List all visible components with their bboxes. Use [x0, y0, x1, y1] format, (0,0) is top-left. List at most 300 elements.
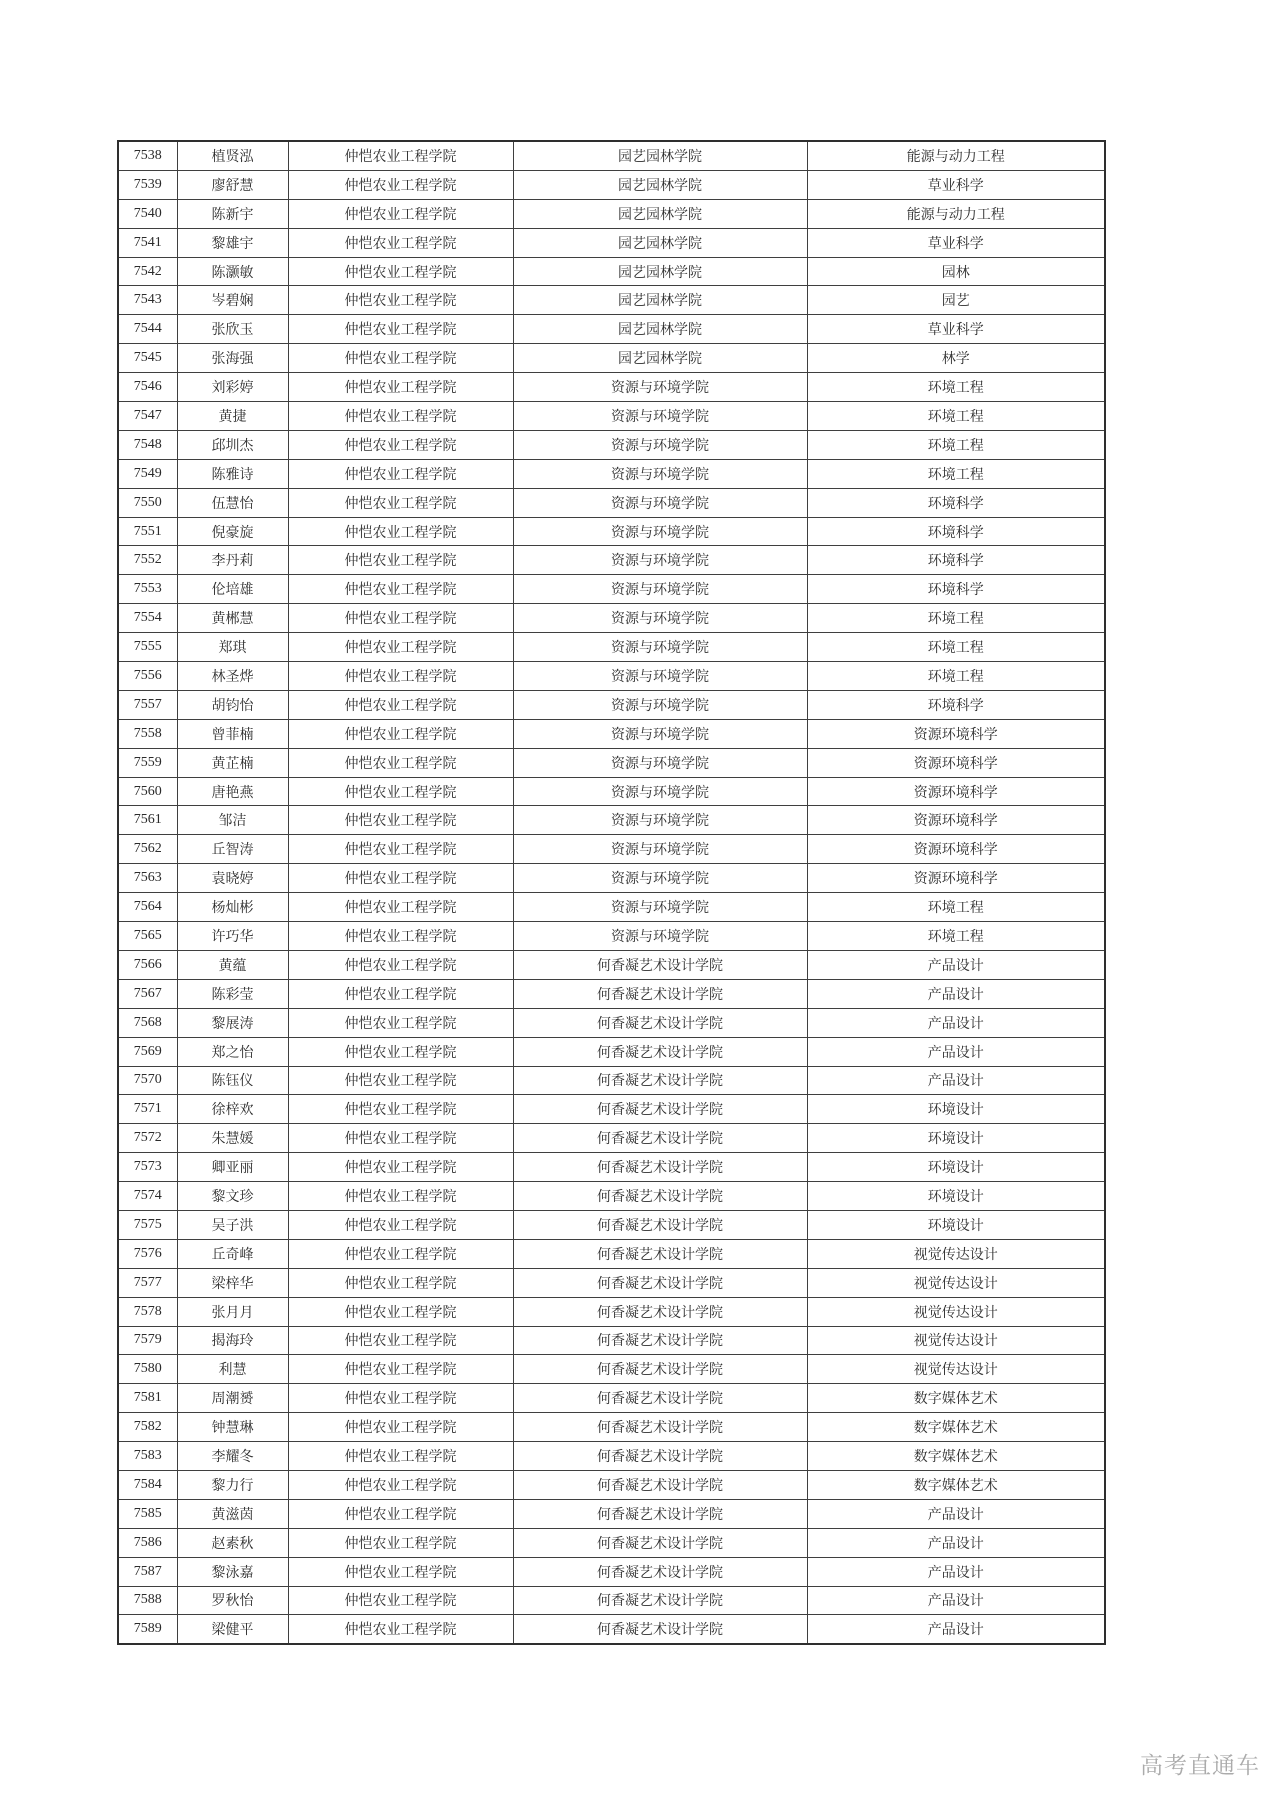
table-row: [118, 1326, 1105, 1355]
cell-university: 仲恺农业工程学院: [288, 1586, 513, 1615]
cell-major: 能源与动力工程: [807, 199, 1105, 228]
table-row: [118, 546, 1105, 575]
cell-id: 7572: [118, 1124, 177, 1153]
table-row: [118, 950, 1105, 979]
cell-college: 资源与环境学院: [513, 864, 807, 893]
table-row: [118, 402, 1105, 431]
table-row: [118, 1066, 1105, 1095]
cell-major: 资源环境科学: [807, 806, 1105, 835]
cell-university: 仲恺农业工程学院: [288, 575, 513, 604]
cell-id: 7552: [118, 546, 177, 575]
cell-id: 7575: [118, 1210, 177, 1239]
cell-college: 何香凝艺术设计学院: [513, 1615, 807, 1644]
cell-major: 资源环境科学: [807, 748, 1105, 777]
cell-name: 卿亚丽: [177, 1153, 288, 1182]
table-row: [118, 517, 1105, 546]
cell-name: 陈彩莹: [177, 979, 288, 1008]
table-row: [118, 806, 1105, 835]
cell-major: 视觉传达设计: [807, 1239, 1105, 1268]
cell-university: 仲恺农业工程学院: [288, 922, 513, 951]
cell-major: 产品设计: [807, 1528, 1105, 1557]
cell-university: 仲恺农业工程学院: [288, 979, 513, 1008]
cell-name: 陈新宇: [177, 199, 288, 228]
cell-college: 资源与环境学院: [513, 633, 807, 662]
cell-name: 郑琪: [177, 633, 288, 662]
cell-college: 资源与环境学院: [513, 719, 807, 748]
cell-university: 仲恺农业工程学院: [288, 1615, 513, 1644]
cell-name: 黎文珍: [177, 1182, 288, 1211]
cell-name: 黄蕴: [177, 950, 288, 979]
cell-major: 产品设计: [807, 1037, 1105, 1066]
cell-major: 视觉传达设计: [807, 1268, 1105, 1297]
table-row: [118, 1442, 1105, 1471]
cell-college: 何香凝艺术设计学院: [513, 1124, 807, 1153]
cell-id: 7544: [118, 315, 177, 344]
cell-name: 丘奇峰: [177, 1239, 288, 1268]
cell-major: 环境科学: [807, 575, 1105, 604]
cell-university: 仲恺农业工程学院: [288, 1413, 513, 1442]
cell-major: 草业科学: [807, 170, 1105, 199]
table-row: [118, 1470, 1105, 1499]
table-row: [118, 1182, 1105, 1211]
cell-university: 仲恺农业工程学院: [288, 141, 513, 170]
cell-college: 资源与环境学院: [513, 806, 807, 835]
table-row: [118, 777, 1105, 806]
cell-major: 能源与动力工程: [807, 141, 1105, 170]
cell-id: 7566: [118, 950, 177, 979]
table-row: [118, 604, 1105, 633]
table-row: [118, 633, 1105, 662]
cell-major: 数字媒体艺术: [807, 1413, 1105, 1442]
cell-name: 张月月: [177, 1297, 288, 1326]
table-row: [118, 315, 1105, 344]
cell-id: 7550: [118, 488, 177, 517]
cell-college: 园艺园林学院: [513, 344, 807, 373]
cell-name: 邱圳杰: [177, 430, 288, 459]
cell-name: 张欣玉: [177, 315, 288, 344]
cell-id: 7583: [118, 1442, 177, 1471]
cell-university: 仲恺农业工程学院: [288, 286, 513, 315]
table-row: [118, 228, 1105, 257]
cell-college: 何香凝艺术设计学院: [513, 1499, 807, 1528]
table-row: [118, 1297, 1105, 1326]
cell-university: 仲恺农业工程学院: [288, 1182, 513, 1211]
cell-college: 何香凝艺术设计学院: [513, 1557, 807, 1586]
cell-id: 7587: [118, 1557, 177, 1586]
cell-university: 仲恺农业工程学院: [288, 546, 513, 575]
table-row: [118, 1268, 1105, 1297]
cell-college: 何香凝艺术设计学院: [513, 1355, 807, 1384]
cell-id: 7562: [118, 835, 177, 864]
table-row: [118, 1037, 1105, 1066]
cell-id: 7538: [118, 141, 177, 170]
table-row: [118, 1124, 1105, 1153]
table-row: [118, 141, 1105, 170]
cell-college: 资源与环境学院: [513, 662, 807, 691]
cell-major: 视觉传达设计: [807, 1297, 1105, 1326]
cell-id: 7567: [118, 979, 177, 1008]
cell-name: 曾菲楠: [177, 719, 288, 748]
cell-name: 黄捷: [177, 402, 288, 431]
cell-id: 7551: [118, 517, 177, 546]
cell-name: 黄芷楠: [177, 748, 288, 777]
table-row: [118, 662, 1105, 691]
cell-college: 园艺园林学院: [513, 315, 807, 344]
cell-college: 资源与环境学院: [513, 690, 807, 719]
cell-university: 仲恺农业工程学院: [288, 1153, 513, 1182]
cell-college: 何香凝艺术设计学院: [513, 1095, 807, 1124]
cell-name: 黄郴慧: [177, 604, 288, 633]
cell-id: 7560: [118, 777, 177, 806]
cell-name: 林圣烨: [177, 662, 288, 691]
cell-name: 刘彩婷: [177, 373, 288, 402]
cell-college: 资源与环境学院: [513, 748, 807, 777]
cell-id: 7546: [118, 373, 177, 402]
cell-college: 资源与环境学院: [513, 893, 807, 922]
table-row: [118, 344, 1105, 373]
cell-university: 仲恺农业工程学院: [288, 835, 513, 864]
cell-name: 袁晓婷: [177, 864, 288, 893]
cell-id: 7577: [118, 1268, 177, 1297]
cell-id: 7581: [118, 1384, 177, 1413]
cell-major: 数字媒体艺术: [807, 1442, 1105, 1471]
cell-university: 仲恺农业工程学院: [288, 690, 513, 719]
cell-name: 岑碧娴: [177, 286, 288, 315]
cell-college: 何香凝艺术设计学院: [513, 1326, 807, 1355]
cell-major: 园林: [807, 257, 1105, 286]
cell-id: 7576: [118, 1239, 177, 1268]
cell-university: 仲恺农业工程学院: [288, 1008, 513, 1037]
cell-major: 产品设计: [807, 1557, 1105, 1586]
cell-college: 资源与环境学院: [513, 604, 807, 633]
cell-name: 罗秋怡: [177, 1586, 288, 1615]
cell-major: 环境科学: [807, 488, 1105, 517]
cell-major: 产品设计: [807, 1066, 1105, 1095]
cell-university: 仲恺农业工程学院: [288, 1210, 513, 1239]
cell-major: 环境科学: [807, 517, 1105, 546]
cell-college: 资源与环境学院: [513, 922, 807, 951]
cell-major: 草业科学: [807, 228, 1105, 257]
cell-college: 何香凝艺术设计学院: [513, 1268, 807, 1297]
roster-table: [117, 140, 1106, 1645]
cell-college: 何香凝艺术设计学院: [513, 1182, 807, 1211]
cell-name: 吴子洪: [177, 1210, 288, 1239]
cell-major: 产品设计: [807, 950, 1105, 979]
cell-major: 环境设计: [807, 1153, 1105, 1182]
table-row: [118, 286, 1105, 315]
table-row: [118, 1557, 1105, 1586]
cell-id: 7580: [118, 1355, 177, 1384]
cell-university: 仲恺农业工程学院: [288, 864, 513, 893]
cell-university: 仲恺农业工程学院: [288, 662, 513, 691]
cell-college: 何香凝艺术设计学院: [513, 1066, 807, 1095]
cell-name: 许巧华: [177, 922, 288, 951]
table-row: [118, 1095, 1105, 1124]
cell-name: 胡钧怡: [177, 690, 288, 719]
cell-university: 仲恺农业工程学院: [288, 1239, 513, 1268]
cell-major: 环境工程: [807, 604, 1105, 633]
cell-major: 环境工程: [807, 633, 1105, 662]
cell-id: 7549: [118, 459, 177, 488]
cell-id: 7553: [118, 575, 177, 604]
cell-university: 仲恺农业工程学院: [288, 228, 513, 257]
cell-name: 唐艳燕: [177, 777, 288, 806]
cell-college: 园艺园林学院: [513, 257, 807, 286]
cell-university: 仲恺农业工程学院: [288, 950, 513, 979]
cell-id: 7554: [118, 604, 177, 633]
cell-university: 仲恺农业工程学院: [288, 1557, 513, 1586]
cell-college: 何香凝艺术设计学院: [513, 1297, 807, 1326]
cell-major: 数字媒体艺术: [807, 1384, 1105, 1413]
cell-major: 环境科学: [807, 690, 1105, 719]
cell-college: 资源与环境学院: [513, 373, 807, 402]
cell-id: 7547: [118, 402, 177, 431]
table-row: [118, 690, 1105, 719]
table-row: [118, 430, 1105, 459]
cell-name: 李耀冬: [177, 1442, 288, 1471]
cell-name: 丘智涛: [177, 835, 288, 864]
cell-name: 梁健平: [177, 1615, 288, 1644]
cell-college: 何香凝艺术设计学院: [513, 1153, 807, 1182]
cell-college: 何香凝艺术设计学院: [513, 950, 807, 979]
cell-name: 伍慧怡: [177, 488, 288, 517]
table-row: [118, 922, 1105, 951]
cell-id: 7573: [118, 1153, 177, 1182]
cell-major: 环境设计: [807, 1095, 1105, 1124]
cell-university: 仲恺农业工程学院: [288, 1355, 513, 1384]
cell-university: 仲恺农业工程学院: [288, 1037, 513, 1066]
cell-college: 何香凝艺术设计学院: [513, 1528, 807, 1557]
cell-college: 何香凝艺术设计学院: [513, 1442, 807, 1471]
cell-name: 杨灿彬: [177, 893, 288, 922]
cell-id: 7582: [118, 1413, 177, 1442]
cell-id: 7564: [118, 893, 177, 922]
table-row: [118, 1615, 1105, 1644]
cell-college: 园艺园林学院: [513, 286, 807, 315]
cell-college: 何香凝艺术设计学院: [513, 1239, 807, 1268]
cell-name: 梁梓华: [177, 1268, 288, 1297]
cell-major: 环境工程: [807, 893, 1105, 922]
cell-name: 朱慧媛: [177, 1124, 288, 1153]
cell-college: 资源与环境学院: [513, 430, 807, 459]
cell-university: 仲恺农业工程学院: [288, 402, 513, 431]
cell-name: 揭海玲: [177, 1326, 288, 1355]
cell-name: 张海强: [177, 344, 288, 373]
cell-university: 仲恺农业工程学院: [288, 517, 513, 546]
table-row: [118, 1586, 1105, 1615]
cell-major: 产品设计: [807, 1586, 1105, 1615]
cell-name: 倪豪旋: [177, 517, 288, 546]
cell-university: 仲恺农业工程学院: [288, 430, 513, 459]
cell-university: 仲恺农业工程学院: [288, 1528, 513, 1557]
table-row: [118, 719, 1105, 748]
cell-id: 7571: [118, 1095, 177, 1124]
cell-university: 仲恺农业工程学院: [288, 604, 513, 633]
cell-university: 仲恺农业工程学院: [288, 315, 513, 344]
cell-university: 仲恺农业工程学院: [288, 1470, 513, 1499]
cell-id: 7555: [118, 633, 177, 662]
cell-name: 陈钰仪: [177, 1066, 288, 1095]
cell-university: 仲恺农业工程学院: [288, 893, 513, 922]
cell-name: 植贤泓: [177, 141, 288, 170]
cell-college: 资源与环境学院: [513, 517, 807, 546]
cell-university: 仲恺农业工程学院: [288, 1095, 513, 1124]
cell-name: 赵素秋: [177, 1528, 288, 1557]
cell-id: 7568: [118, 1008, 177, 1037]
cell-university: 仲恺农业工程学院: [288, 1268, 513, 1297]
table-row: [118, 459, 1105, 488]
cell-id: 7559: [118, 748, 177, 777]
cell-id: 7563: [118, 864, 177, 893]
cell-id: 7578: [118, 1297, 177, 1326]
cell-college: 何香凝艺术设计学院: [513, 1384, 807, 1413]
admission-roster-table: [117, 140, 1106, 1645]
cell-university: 仲恺农业工程学院: [288, 748, 513, 777]
table-row: [118, 1413, 1105, 1442]
cell-major: 资源环境科学: [807, 719, 1105, 748]
cell-college: 资源与环境学院: [513, 459, 807, 488]
cell-id: 7545: [118, 344, 177, 373]
cell-college: 资源与环境学院: [513, 402, 807, 431]
cell-id: 7588: [118, 1586, 177, 1615]
cell-college: 园艺园林学院: [513, 141, 807, 170]
cell-major: 环境工程: [807, 373, 1105, 402]
cell-university: 仲恺农业工程学院: [288, 633, 513, 662]
table-row: [118, 488, 1105, 517]
cell-id: 7557: [118, 690, 177, 719]
cell-university: 仲恺农业工程学院: [288, 1066, 513, 1095]
cell-university: 仲恺农业工程学院: [288, 257, 513, 286]
table-row: [118, 893, 1105, 922]
cell-name: 钟慧琳: [177, 1413, 288, 1442]
table-row: [118, 835, 1105, 864]
cell-university: 仲恺农业工程学院: [288, 1297, 513, 1326]
table-row: [118, 1153, 1105, 1182]
watermark-gaokao-zhitongche: 高考直通车: [1140, 1752, 1260, 1778]
cell-name: 周潮赟: [177, 1384, 288, 1413]
cell-id: 7565: [118, 922, 177, 951]
cell-name: 黎雄宇: [177, 228, 288, 257]
cell-major: 环境工程: [807, 430, 1105, 459]
table-row: [118, 748, 1105, 777]
cell-college: 资源与环境学院: [513, 546, 807, 575]
cell-college: 园艺园林学院: [513, 228, 807, 257]
table-row: [118, 1008, 1105, 1037]
cell-major: 视觉传达设计: [807, 1355, 1105, 1384]
table-row: [118, 1355, 1105, 1384]
cell-university: 仲恺农业工程学院: [288, 1442, 513, 1471]
cell-university: 仲恺农业工程学院: [288, 806, 513, 835]
cell-name: 陈雅诗: [177, 459, 288, 488]
cell-id: 7542: [118, 257, 177, 286]
cell-major: 产品设计: [807, 1499, 1105, 1528]
cell-name: 李丹莉: [177, 546, 288, 575]
cell-major: 环境工程: [807, 402, 1105, 431]
cell-college: 园艺园林学院: [513, 199, 807, 228]
cell-major: 资源环境科学: [807, 835, 1105, 864]
cell-id: 7570: [118, 1066, 177, 1095]
cell-university: 仲恺农业工程学院: [288, 344, 513, 373]
cell-college: 何香凝艺术设计学院: [513, 1210, 807, 1239]
roster-table-body: [118, 141, 1105, 1644]
cell-major: 环境设计: [807, 1182, 1105, 1211]
table-row: [118, 257, 1105, 286]
cell-name: 郑之怡: [177, 1037, 288, 1066]
cell-name: 陈灏敏: [177, 257, 288, 286]
cell-college: 何香凝艺术设计学院: [513, 1413, 807, 1442]
table-row: [118, 373, 1105, 402]
cell-university: 仲恺农业工程学院: [288, 373, 513, 402]
table-row: [118, 1239, 1105, 1268]
cell-id: 7589: [118, 1615, 177, 1644]
cell-id: 7556: [118, 662, 177, 691]
cell-major: 林学: [807, 344, 1105, 373]
cell-college: 何香凝艺术设计学院: [513, 1037, 807, 1066]
cell-major: 资源环境科学: [807, 864, 1105, 893]
cell-college: 资源与环境学院: [513, 777, 807, 806]
table-row: [118, 170, 1105, 199]
cell-id: 7548: [118, 430, 177, 459]
cell-major: 环境设计: [807, 1210, 1105, 1239]
cell-name: 黎展涛: [177, 1008, 288, 1037]
cell-id: 7574: [118, 1182, 177, 1211]
cell-major: 草业科学: [807, 315, 1105, 344]
cell-name: 黎泳嘉: [177, 1557, 288, 1586]
cell-id: 7543: [118, 286, 177, 315]
table-row: [118, 575, 1105, 604]
cell-id: 7540: [118, 199, 177, 228]
cell-id: 7579: [118, 1326, 177, 1355]
cell-college: 何香凝艺术设计学院: [513, 1470, 807, 1499]
cell-name: 邹洁: [177, 806, 288, 835]
cell-major: 产品设计: [807, 979, 1105, 1008]
table-row: [118, 979, 1105, 1008]
table-row: [118, 1528, 1105, 1557]
cell-major: 环境工程: [807, 459, 1105, 488]
cell-major: 环境设计: [807, 1124, 1105, 1153]
cell-id: 7541: [118, 228, 177, 257]
cell-major: 环境工程: [807, 922, 1105, 951]
cell-major: 产品设计: [807, 1008, 1105, 1037]
cell-name: 徐梓欢: [177, 1095, 288, 1124]
table-row: [118, 199, 1105, 228]
cell-college: 资源与环境学院: [513, 835, 807, 864]
cell-university: 仲恺农业工程学院: [288, 488, 513, 517]
cell-id: 7539: [118, 170, 177, 199]
cell-id: 7584: [118, 1470, 177, 1499]
cell-major: 产品设计: [807, 1615, 1105, 1644]
cell-university: 仲恺农业工程学院: [288, 1124, 513, 1153]
cell-college: 资源与环境学院: [513, 488, 807, 517]
cell-university: 仲恺农业工程学院: [288, 170, 513, 199]
cell-name: 廖舒慧: [177, 170, 288, 199]
cell-university: 仲恺农业工程学院: [288, 1499, 513, 1528]
cell-name: 伦培雄: [177, 575, 288, 604]
cell-major: 数字媒体艺术: [807, 1470, 1105, 1499]
cell-major: 资源环境科学: [807, 777, 1105, 806]
cell-id: 7586: [118, 1528, 177, 1557]
cell-id: 7569: [118, 1037, 177, 1066]
cell-name: 黎力行: [177, 1470, 288, 1499]
cell-university: 仲恺农业工程学院: [288, 199, 513, 228]
cell-university: 仲恺农业工程学院: [288, 1384, 513, 1413]
cell-major: 视觉传达设计: [807, 1326, 1105, 1355]
cell-college: 何香凝艺术设计学院: [513, 1586, 807, 1615]
cell-college: 园艺园林学院: [513, 170, 807, 199]
table-row: [118, 1384, 1105, 1413]
table-row: [118, 1210, 1105, 1239]
cell-college: 资源与环境学院: [513, 575, 807, 604]
